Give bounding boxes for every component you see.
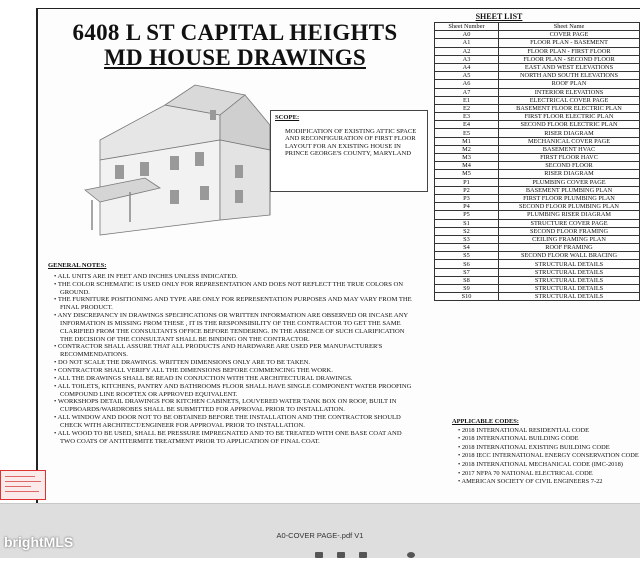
- sheet-list-row: [435, 137, 640, 145]
- sheet-number: A2: [435, 47, 499, 55]
- sheet-number: S9: [435, 285, 499, 293]
- sheet-list-row: [435, 170, 640, 178]
- sheet-list-row: [435, 72, 640, 80]
- sheet-number: S1: [435, 219, 499, 227]
- code-item: • 2017 NFPA 70 NATIONAL ELECTRICAL CODE: [458, 469, 593, 477]
- note-item: • WORKSHOPS DETAIL DRAWINGS FOR KITCHEN CABINETS, LOUVERED WATER TANK BOX ON ROOF, BUILT IN CUPBOARDS/WARDROBES SHALL BE SUBMITTED FOR APPROVAL PRIOR TO INSTALLATION.: [54, 398, 397, 414]
- sheet-name: STRUCTURAL DETAILS: [499, 260, 640, 268]
- sheet-name: ROOF PLAN: [499, 80, 640, 88]
- sheet-number: S3: [435, 235, 499, 243]
- sheet-list-row: [435, 252, 640, 260]
- sheet-number: A6: [435, 80, 499, 88]
- sheet-number: S8: [435, 276, 499, 284]
- note-item: • ALL WINDOW AND DOOR NOT TO BE OBTAINED BEFORE THE INSTALLATION AND THE CONTRACTOR SHOULD CHECK WITH ARCHITECT/ENGINEER FOR APPROVAL PRIOR TO INSTALLATION.: [54, 414, 401, 429]
- sheet-name: STRUCTURAL DETAILS: [499, 268, 640, 276]
- sheet-name: FIRST FLOOR PLUMBING PLAN: [499, 194, 640, 202]
- sheet-list-row: [435, 268, 640, 276]
- viewer-toolbar[interactable]: [315, 552, 445, 562]
- sheet-list-row: [435, 113, 640, 121]
- sheet-number: M4: [435, 162, 499, 170]
- sheet-list-row: [435, 235, 640, 243]
- file-name: A0-COVER PAGE-.pdf V1: [276, 531, 364, 540]
- sheet-number: A3: [435, 55, 499, 63]
- sheet-name: ROOF FRAMING: [499, 244, 640, 252]
- sheet-name: PLUMBING RISER DIAGRAM: [499, 211, 640, 219]
- sheet-list-row: [435, 88, 640, 96]
- sheet-number: A5: [435, 72, 499, 80]
- sheet-number: A4: [435, 63, 499, 71]
- code-item: • 2018 INTERNATIONAL MECHANICAL CODE (IMC-2018): [458, 460, 623, 468]
- sheet-name: FLOOR PLAN - SECOND FLOOR: [499, 55, 640, 63]
- note-item: • CONTRACTOR SHALL ASSURE THAT ALL PRODUCTS AND HARDWARE ARE USED PER MANUFACTURER'S RECOMMENDATIONS.: [54, 343, 383, 359]
- applicable-codes: [452, 418, 640, 487]
- sheet-list-row: [435, 227, 640, 235]
- title-line-2: MD HOUSE DRAWINGS: [104, 45, 366, 70]
- sheet-name: STRUCTURAL DETAILS: [499, 285, 640, 293]
- sheet-name: STRUCTURAL DETAILS: [499, 276, 640, 284]
- sheet-list-row: [435, 244, 640, 252]
- sheet-list-row: [435, 104, 640, 112]
- general-notes-heading: GENERAL NOTES:: [48, 262, 107, 269]
- code-item: • 2018 INTERNATIONAL BUILDING CODE: [458, 435, 579, 443]
- sheet-number: S7: [435, 268, 499, 276]
- sheet-number: S2: [435, 227, 499, 235]
- sheet-list-row: [435, 276, 640, 284]
- code-item: • 2018 INTERNATIONAL EXISTING BUILDING CODE: [458, 443, 610, 451]
- sheet-list-row: [435, 203, 640, 211]
- sheet-list-row: [435, 194, 640, 202]
- sheet-number: P3: [435, 194, 499, 202]
- sheet-name: EAST AND WEST ELEVATIONS: [499, 63, 640, 71]
- sheet-number: E5: [435, 129, 499, 137]
- sheet-name: STRUCTURAL DETAILS: [499, 293, 640, 301]
- sheet-number: M2: [435, 145, 499, 153]
- code-item: • 2018 INTERNATIONAL RESIDENTIAL CODE: [458, 426, 589, 434]
- sheet-name: SECOND FLOOR ELECTRIC PLAN: [499, 121, 640, 129]
- sheet-list-row: [435, 129, 640, 137]
- sheet-list-row: [435, 145, 640, 153]
- download-icon[interactable]: [337, 552, 345, 558]
- note-item: • ALL TOILETS, KITCHENS, PANTRY AND BATHROOMS FLOOR SHALL HAVE SINGLE COMPONENT WATER PROOFING COMPOUND LINE ROOFTEX OR APPROVED EQUIVALENT.: [54, 382, 412, 398]
- zoom-handle-icon[interactable]: [407, 552, 415, 558]
- sheet-number: A7: [435, 88, 499, 96]
- sheet-name: COVER PAGE: [499, 31, 640, 39]
- note-item: • ANY DISCREPANCY IN DRAWINGS SPECIFICATIONS OR WRITTEN INFORMATION ARE OBSERVED OR INCASE ANY INFORMATION IS MISSING FROM THESE , IT IS THE RESPONSIBILITY OF THE CONTRACTOR TO GET THE SAME CLARIFIED FROM THE CONSULTANTS OFFICE BEFORE TENDERING. IN THE ABSENCE OF SUCH CLARIFICATION THE DECISION OF THE CONSULTANT SHALL BE BINDING ON THE CONTRACTOR.: [54, 312, 408, 343]
- code-item: • AMERICAN SOCIETY OF CIVIL ENGINEERS 7-22: [458, 478, 603, 486]
- sheet-list-table: [434, 22, 640, 301]
- sheet-number: S5: [435, 252, 499, 260]
- sheet-number: A0: [435, 31, 499, 39]
- pdf-viewer-bar: [0, 503, 640, 558]
- sheet-list-row: [435, 260, 640, 268]
- sheet-name: STRUCTURE COVER PAGE: [499, 219, 640, 227]
- sheet-list-row: [435, 96, 640, 104]
- sheet-number: M5: [435, 170, 499, 178]
- sheet-list-row: [435, 162, 640, 170]
- house-3d-rendering: [70, 80, 280, 240]
- sheet-name: SECOND FLOOR: [499, 162, 640, 170]
- sheet-name: FLOOR PLAN - BASEMENT: [499, 39, 640, 47]
- codes-heading: APPLICABLE CODES:: [452, 418, 519, 425]
- sheet-number: A1: [435, 39, 499, 47]
- sheet-number: S10: [435, 293, 499, 301]
- sheet-name: FIRST FLOOR ELECTRIC PLAN: [499, 113, 640, 121]
- sheet-list-heading: SHEET LIST: [475, 12, 523, 21]
- sheet-number: P1: [435, 178, 499, 186]
- sheet-list-header-row: [435, 23, 640, 31]
- sheet-name: ELECTRICAL COVER PAGE: [499, 96, 640, 104]
- sheet-list-row: [435, 178, 640, 186]
- title-line-1: 6408 L ST CAPITAL HEIGHTS: [72, 20, 398, 45]
- zoom-out-icon[interactable]: [359, 552, 367, 558]
- scope-box: [270, 110, 428, 192]
- sheet-list-row: [435, 47, 640, 55]
- sheet-list-row: [435, 39, 640, 47]
- sheet-name: SECOND FLOOR FRAMING: [499, 227, 640, 235]
- sheet-number: P5: [435, 211, 499, 219]
- scope-text: MODIFICATION OF EXISTING ATTIC SPACE AND RECONFIGURATION OF FIRST FLOOR LAYOUT FOR AN EXISTING HOUSE IN PRINCE GEORGE'S COUNTY, MARYLAND: [285, 127, 417, 158]
- sheet-number: E1: [435, 96, 499, 104]
- sheet-name: CEILING FRAMING PLAN: [499, 235, 640, 243]
- sheet-name: RISER DIAGRAM: [499, 129, 640, 137]
- sheet-name: MECHANICAL COVER PAGE: [499, 137, 640, 145]
- sheet-name: RISER DIAGRAM: [499, 170, 640, 178]
- sheet-number: E3: [435, 113, 499, 121]
- general-notes: [48, 262, 418, 445]
- note-item: • ALL THE DRAWINGS SHALL BE READ IN CONJUCTION WITH THE ARCHITECTURAL DRAWINGS.: [54, 374, 353, 382]
- note-item: • ALL WOOD TO BE USED, SHALL BE PRESSURE IMPREGNATED AND TO BE TREATED WITH ONE BASE COAT AND TWO COATS OF ANTITERMITE TREATMENT PRIOR TO APPLICATION OF FINAL COAT.: [54, 429, 402, 445]
- sheet-list: [434, 12, 640, 301]
- sheet-number: E4: [435, 121, 499, 129]
- sheet-number: M3: [435, 154, 499, 162]
- print-icon[interactable]: [315, 552, 323, 558]
- code-item: • 2018 IECC INTERNATIONAL ENERGY CONSERVATION CODE: [458, 452, 639, 460]
- sheet-number: M1: [435, 137, 499, 145]
- sheet-number: E2: [435, 104, 499, 112]
- col-header-name: Sheet Name: [499, 23, 640, 31]
- note-item: • ALL UNITS ARE IN FEET AND INCHES UNLESS INDICATED.: [54, 272, 238, 280]
- sheet-name: BASEMENT PLUMBING PLAN: [499, 186, 640, 194]
- sheet-name: FIRST FLOOR HAVC: [499, 154, 640, 162]
- sheet-name: FLOOR PLAN - FIRST FLOOR: [499, 47, 640, 55]
- sheet-name: PLUMBING COVER PAGE: [499, 178, 640, 186]
- sheet-list-row: [435, 154, 640, 162]
- sheet-number: P4: [435, 203, 499, 211]
- sheet-list-row: [435, 31, 640, 39]
- scope-heading: SCOPE:: [275, 114, 300, 121]
- note-item: • THE COLOR SCHEMATIC IS USED ONLY FOR REPRESENTATION AND DOES NOT REFLECT THE TRUE COLORS ON GROUND.: [54, 280, 404, 296]
- sheet-number: S6: [435, 260, 499, 268]
- sheet-name: BASEMENT FLOOR ELECTRIC PLAN: [499, 104, 640, 112]
- sheet-number: P2: [435, 186, 499, 194]
- sheet-list-row: [435, 219, 640, 227]
- note-item: • DO NOT SCALE THE DRAWINGS. WRITTEN DIMENSIONS ONLY ARE TO BE TAKEN.: [54, 359, 311, 367]
- sheet-list-row: [435, 285, 640, 293]
- sheet-list-row: [435, 55, 640, 63]
- sheet-name: INTERIOR ELEVATIONS: [499, 88, 640, 96]
- watermark-logo: brightMLS: [4, 534, 74, 550]
- col-header-number: Sheet Number: [435, 23, 499, 31]
- sheet-list-row: [435, 293, 640, 301]
- sheet-name: NORTH AND SOUTH ELEVATIONS: [499, 72, 640, 80]
- approval-stamp: [0, 470, 46, 500]
- sheet-name: SECOND FLOOR WALL BRACING: [499, 252, 640, 260]
- sheet-number: S4: [435, 244, 499, 252]
- sheet-name: SECOND FLOOR PLUMBING PLAN: [499, 203, 640, 211]
- sheet-name: BASEMENT HVAC: [499, 145, 640, 153]
- note-item: • THE FURNITURE POSITIONING AND TYPE ARE ONLY FOR REPRESENTATION PURPOSES AND MAY VARY FROM THE FINAL PRODUCT.: [54, 296, 412, 312]
- sheet-list-row: [435, 121, 640, 129]
- sheet-list-row: [435, 186, 640, 194]
- drawing-title: [50, 20, 420, 70]
- sheet-list-row: [435, 63, 640, 71]
- sheet-list-row: [435, 211, 640, 219]
- sheet-list-row: [435, 80, 640, 88]
- note-item: • CONTRACTOR SHALL VERIFY ALL THE DIMENSIONS BEFORE COMMENCING THE WORK.: [54, 366, 333, 374]
